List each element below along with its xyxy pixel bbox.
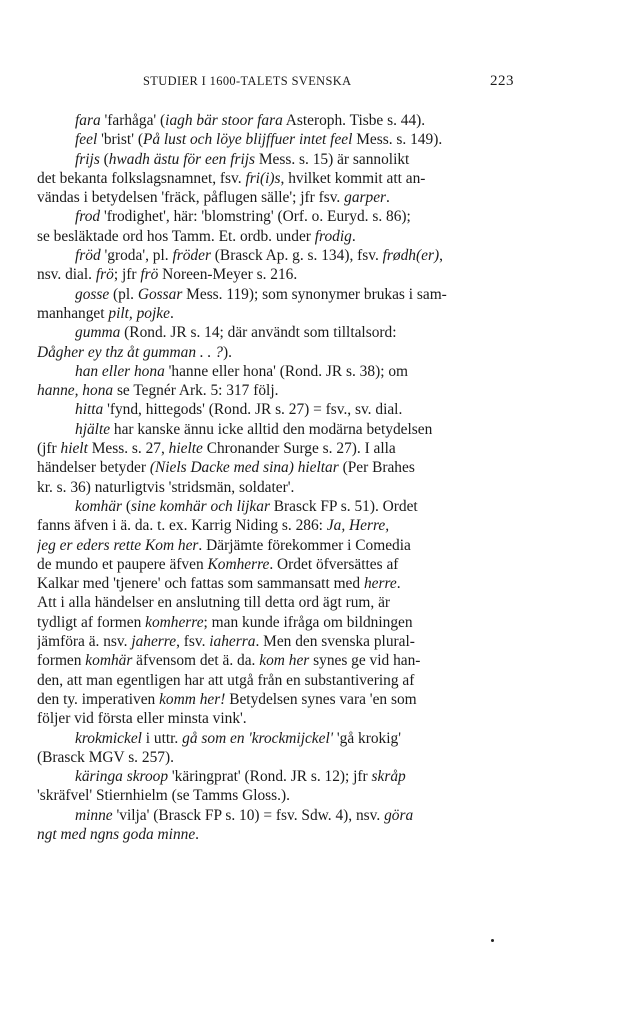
text-run: Chronander Surge s. 27). I alla: [202, 440, 396, 458]
text-run: 'brist' (: [97, 131, 143, 149]
text-run: 'vilja' (Brasck FP s. 10) = fsv. Sdw. 4), nsv.: [112, 806, 385, 824]
text-run: (Brasck Ap. g. s. 134), fsv.: [210, 247, 383, 265]
text-line: [37, 323, 514, 342]
italic-term: fröder: [172, 247, 211, 265]
italic-term: Komherre: [207, 555, 270, 573]
text-line: [37, 806, 514, 825]
text-line: [37, 169, 514, 188]
italic-term: frö: [140, 266, 159, 284]
italic-term: fröd: [75, 247, 101, 265]
text-run: händelser betyder: [37, 459, 150, 477]
italic-term: hjälte: [75, 420, 111, 438]
italic-term: komhär: [75, 497, 123, 515]
italic-term: iaherra: [209, 633, 256, 651]
italic-term: frijs: [75, 150, 100, 168]
italic-term: hwadh ästu för een frijs: [108, 150, 256, 168]
text-line: [37, 574, 514, 593]
text-line: [37, 690, 514, 709]
italic-term: frødh(er): [382, 247, 440, 265]
text-run: (Per Brahes: [338, 459, 415, 477]
text-run: Asteroph. Tisbe s. 44).: [282, 112, 426, 129]
text-run: ).: [222, 343, 232, 361]
text-run: 'hanne eller hona' (Rond. JR s. 38); om: [164, 362, 408, 380]
text-run: (Rond. JR s. 14; där användt som tilltalsord:: [120, 324, 397, 342]
italic-term: fri(i)s: [245, 169, 281, 187]
text-run: (: [99, 150, 109, 168]
text-run: äfvensom det ä. da.: [132, 652, 260, 670]
text-run: . Men den svenska plural-: [255, 633, 415, 651]
text-run: fanns äfven i ä. da. t. ex. Karrig Niding s. 286:: [37, 517, 327, 535]
text-line: [37, 729, 514, 748]
text-line: [37, 536, 514, 555]
text-run: 'fynd, hittegods' (Rond. JR s. 27) = fsv., sv. dial.: [103, 401, 403, 419]
text-run: (Brasck MGV s. 257).: [37, 748, 174, 766]
italic-term: komherre: [145, 613, 204, 631]
text-line: [37, 555, 514, 574]
italic-term: jaherre: [131, 633, 177, 651]
text-run: (jfr: [37, 440, 61, 458]
text-line: [37, 748, 514, 767]
text-run: det bekanta folkslagsnamnet, fsv.: [37, 169, 246, 187]
text-line: [37, 825, 514, 844]
text-run: manhanget: [37, 304, 109, 322]
text-run: 'frodighet', här: 'blomstring' (Orf. o. Euryd. s. 86);: [100, 208, 411, 226]
text-line: [37, 632, 514, 651]
text-run: i uttr.: [141, 729, 183, 747]
text-run: synes ge vid han-: [309, 652, 421, 670]
text-run: de mundo et paupere äfven: [37, 555, 208, 573]
italic-term: göra: [384, 806, 414, 824]
text-line: [37, 651, 514, 670]
text-run: Kalkar med 'tjenere' och fattas som sammansatt med: [37, 575, 364, 593]
text-run: Att i alla händelser en anslutning till detta ord ägt rum, är: [37, 594, 391, 612]
text-line: [37, 150, 514, 169]
text-line: [37, 516, 514, 535]
text-run: nsv. dial.: [37, 266, 96, 284]
text-run: kr. s. 36) naturligtvis 'stridsmän, soldater'.: [37, 478, 295, 496]
italic-term: garper: [344, 189, 387, 207]
italic-term: Gossar: [137, 285, 183, 303]
text-line: [37, 362, 514, 381]
italic-term: pilt, pojke: [108, 304, 170, 322]
text-run: .: [386, 189, 390, 207]
italic-term: skråp: [371, 768, 406, 786]
text-run: .: [351, 227, 356, 245]
text-line: [37, 439, 514, 458]
italic-term: ngt med ngns goda minne: [37, 825, 196, 843]
italic-term: fara: [75, 112, 101, 129]
running-title: STUDIER I 1600-TALETS SVENSKA: [143, 74, 352, 88]
running-header: [37, 74, 514, 94]
text-run: Mess. s. 149).: [352, 131, 443, 149]
text-run: Brasck FP s. 51). Ordet: [269, 497, 418, 515]
text-line: [37, 111, 514, 130]
text-run: se Tegnér Ark. 5: 317 följ.: [113, 382, 279, 400]
text-run: . Därjämte förekommer i Comedia: [198, 536, 411, 554]
text-line: [37, 207, 514, 226]
italic-term: (Niels Dacke med sina) hieltar: [149, 459, 339, 477]
italic-term: hielt: [60, 440, 88, 458]
text-line: [37, 246, 514, 265]
italic-term: frod: [75, 208, 101, 226]
text-line: [37, 420, 514, 439]
italic-term: Dågher ey thz åt gumman . . ?: [37, 343, 223, 361]
text-line: [37, 767, 514, 786]
text-line: [37, 593, 514, 612]
text-run: har kanske ännu icke alltid den modärna betydelsen: [110, 420, 433, 438]
italic-term: hanne, hona: [37, 382, 114, 400]
italic-term: frö: [95, 266, 114, 284]
text-line: [37, 458, 514, 477]
text-line: [37, 304, 514, 323]
text-run: 'skräfvel' Stiernhielm (se Tamms Gloss.).: [37, 787, 290, 805]
text-line: [37, 265, 514, 284]
text-run: .: [169, 304, 174, 322]
text-run: .: [396, 575, 401, 593]
text-run: den ty. imperativen: [37, 690, 160, 708]
italic-term: käringa skroop: [75, 768, 169, 786]
body-text: [37, 111, 514, 844]
text-run: ; man kunde ifråga om bildningen: [203, 613, 413, 631]
text-run: (pl.: [109, 285, 138, 303]
text-line: [37, 671, 514, 690]
italic-term: kom her: [259, 652, 310, 670]
text-run: .: [195, 825, 200, 843]
italic-term: han eller hona: [75, 362, 165, 380]
text-run: 'gå krokig': [333, 729, 401, 747]
text-line: [37, 478, 514, 497]
text-line: [37, 709, 514, 728]
ink-dot: [491, 939, 494, 942]
italic-term: komhär: [85, 652, 133, 670]
text-run: 'groda', pl.: [100, 247, 173, 265]
text-line: [37, 343, 514, 362]
text-line: [37, 786, 514, 805]
italic-term: frodig: [314, 227, 352, 245]
italic-term: feel: [75, 131, 98, 149]
text-run: (: [122, 497, 132, 515]
text-run: Betydelsen synes vara 'en som: [225, 690, 417, 708]
italic-term: hielte: [168, 440, 203, 458]
italic-term: jeg er eders rette Kom her: [37, 536, 199, 554]
italic-term: Ja, Herre,: [326, 517, 390, 535]
italic-term: gosse: [75, 285, 110, 303]
italic-term: På lust och löye blijffuer intet feel: [142, 131, 353, 149]
italic-term: minne: [75, 806, 113, 824]
text-run: vändas i betydelsen 'fräck, påflugen sälle'; jfr fsv.: [37, 189, 345, 207]
text-run: formen: [37, 652, 86, 670]
italic-term: sine komhär och lijkar: [131, 497, 270, 515]
text-line: [37, 381, 514, 400]
italic-term: komm her!: [159, 690, 226, 708]
text-run: jämföra ä. nsv.: [37, 633, 132, 651]
page-number: 223: [490, 73, 514, 89]
text-run: Mess. s. 27,: [87, 440, 169, 458]
italic-term: gå som en 'krockmijckel': [182, 729, 334, 747]
text-run: tydligt af formen: [37, 613, 146, 631]
text-run: , fsv.: [176, 633, 210, 651]
text-run: Mess. 119); som synonymer brukas i sam-: [182, 285, 447, 303]
text-line: [37, 227, 514, 246]
italic-term: gumma: [75, 324, 121, 342]
text-run: Mess. s. 15) är sannolikt: [255, 150, 410, 168]
text-line: [37, 497, 514, 516]
text-line: [37, 285, 514, 304]
italic-term: herre: [363, 575, 397, 593]
text-run: ,: [439, 247, 443, 265]
text-line: [37, 188, 514, 207]
italic-term: hitta: [75, 401, 104, 419]
text-line: [37, 613, 514, 632]
italic-term: iagh bär stoor fara: [165, 112, 283, 129]
text-line: [37, 400, 514, 419]
text-run: se besläktade ord hos Tamm. Et. ordb. under: [37, 227, 315, 245]
text-run: följer vid första eller minsta vink'.: [37, 710, 247, 728]
text-run: ; jfr: [113, 266, 141, 284]
text-run: 'käringprat' (Rond. JR s. 12); jfr: [168, 768, 372, 786]
text-run: . Ordet öfversättes af: [269, 555, 399, 573]
italic-term: krokmickel: [75, 729, 142, 747]
text-run: Noreen-Meyer s. 216.: [158, 266, 298, 284]
text-run: 'farhåga' (: [100, 112, 166, 129]
text-line: [37, 130, 514, 149]
text-run: den, att man egentligen har att utgå från en substantivering af: [37, 671, 415, 689]
text-run: , hvilket kommit att an-: [280, 169, 426, 187]
